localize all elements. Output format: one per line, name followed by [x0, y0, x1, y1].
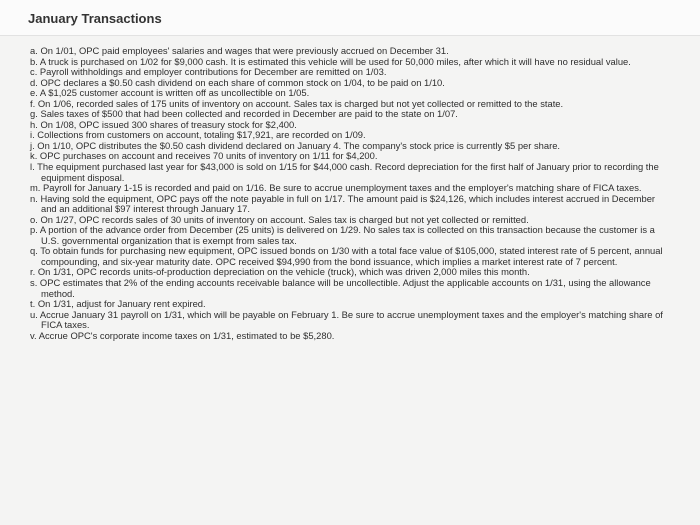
- page-title-text: January Transactions: [28, 11, 162, 26]
- transaction-text: The equipment purchased last year for $43,000 is sold on 1/15 for $44,000 cash. Record depreciation for the first half of January prior to recording the equipment disposal.: [37, 161, 659, 183]
- transaction-text: A $1,025 customer account is written off as uncollectible on 1/05.: [39, 87, 310, 99]
- transaction-item: [30, 246, 666, 267]
- transaction-text: OPC declares a $0.50 cash dividend on each share of common stock on 1/04, to be paid on 1/10.: [40, 76, 445, 88]
- transaction-marker: k.: [30, 150, 38, 162]
- transaction-marker: d.: [30, 76, 38, 88]
- transaction-marker: t.: [30, 298, 36, 310]
- page-title: [0, 0, 700, 36]
- transaction-item-body: [30, 310, 666, 331]
- transaction-text: On 1/31, adjust for January rent expired.: [37, 298, 206, 310]
- transactions-panel: [0, 36, 700, 525]
- transaction-text: Accrue January 31 payroll on 1/31, which will be payable on February 1. Be sure to accrue unemployment taxes and the employer's matching share of FICA taxes.: [39, 308, 663, 331]
- transaction-text: To obtain funds for purchasing new equipment, OPC issued bonds on 1/30 with a total face value of $105,000, stated interest rate of 5 percent, annual compounding, and six-year maturity date. OPC received $94,990 from the bond issuance, which implies a market interest rate of 7 percent.: [40, 245, 663, 267]
- transaction-text: A truck is purchased on 1/02 for $9,000 cash. It is estimated this vehicle will be used for 50,000 miles, after which it will have no residual value.: [39, 55, 631, 67]
- transaction-text: On 1/31, OPC records units-of-production depreciation on the vehicle (truck), which was driven 2,000 miles this month.: [37, 266, 530, 278]
- transaction-item-body: [30, 194, 666, 215]
- transaction-text: Payroll for January 1-15 is recorded and paid on 1/16. Be sure to accrue unemployment taxes and the employer's matching share of FICA taxes.: [43, 182, 642, 194]
- transaction-marker: p.: [30, 224, 38, 236]
- transaction-marker: n.: [30, 192, 38, 204]
- transaction-text: OPC purchases on account and receives 70 units of inventory on 1/11 for $4,200.: [39, 150, 378, 162]
- transaction-marker: c.: [30, 66, 38, 78]
- transaction-item-body: [30, 162, 666, 183]
- transaction-marker: u.: [30, 308, 38, 320]
- transactions-list: [30, 46, 666, 341]
- transaction-text: OPC estimates that 2% of the ending accounts receivable balance will be uncollectible. Adjust the applicable accounts on 1/31, using the allowance method.: [39, 277, 651, 299]
- transaction-marker: a.: [30, 45, 38, 56]
- transaction-text: On 1/01, OPC paid employees' salaries and wages that were previously accrued on December 31.: [40, 45, 449, 56]
- transaction-text: A portion of the advance order from December (25 units) is delivered on 1/29. No sales tax is collected on this transaction because the customer is a U.S. governmental organization that is exempt from sales tax.: [39, 224, 655, 246]
- transaction-item: [30, 331, 666, 342]
- transaction-marker: l.: [30, 161, 35, 173]
- transaction-marker: f.: [30, 97, 36, 109]
- transaction-text: On 1/10, OPC distributes the $0.50 cash dividend declared on January 4. The company's stock price is currently $5 per share.: [37, 139, 561, 151]
- transaction-text: On 1/08, OPC issued 300 shares of treasury stock for $2,400.: [40, 118, 297, 130]
- transaction-item-body: [30, 278, 666, 299]
- transaction-item-body: [30, 331, 666, 342]
- transaction-text: Payroll withholdings and employer contributions for December are remitted on 1/03.: [39, 66, 387, 78]
- transaction-item: [30, 225, 666, 246]
- transaction-text: Accrue OPC's corporate income taxes on 1/31, estimated to be $5,280.: [38, 329, 335, 341]
- transaction-item: [30, 278, 666, 299]
- transaction-text: Having sold the equipment, OPC pays off the note payable in full on 1/17. The amount paid is $24,126, which includes interest accrued in December and an additional $97 interest through January 17.: [40, 192, 656, 215]
- transaction-item-body: [30, 225, 666, 246]
- transaction-marker: o.: [30, 213, 38, 225]
- transaction-item-body: [30, 246, 666, 267]
- transaction-marker: r.: [30, 266, 36, 278]
- transaction-item: [30, 310, 666, 331]
- transaction-marker: i.: [30, 129, 35, 141]
- transaction-marker: m.: [30, 182, 41, 194]
- transaction-marker: s.: [30, 277, 38, 289]
- transaction-marker: v.: [30, 329, 37, 341]
- transaction-text: Collections from customers on account, totaling $17,921, are recorded on 1/09.: [37, 129, 366, 141]
- transaction-marker: h.: [30, 118, 38, 130]
- transaction-text: Sales taxes of $500 that had been collected and recorded in December are paid to the state on 1/07.: [40, 108, 458, 120]
- transaction-marker: b.: [30, 55, 38, 67]
- transaction-marker: j.: [30, 139, 35, 151]
- transaction-marker: q.: [30, 245, 38, 257]
- transaction-marker: e.: [30, 87, 38, 99]
- transaction-text: On 1/06, recorded sales of 175 units of inventory on account. Sales tax is charged but not yet collected or remitted to the state.: [37, 97, 564, 109]
- transaction-item: [30, 194, 666, 215]
- transaction-text: On 1/27, OPC records sales of 30 units of inventory on account. Sales tax is charged but not yet collected or remitted.: [40, 213, 529, 225]
- transaction-item: [30, 162, 666, 183]
- transaction-marker: g.: [30, 108, 38, 120]
